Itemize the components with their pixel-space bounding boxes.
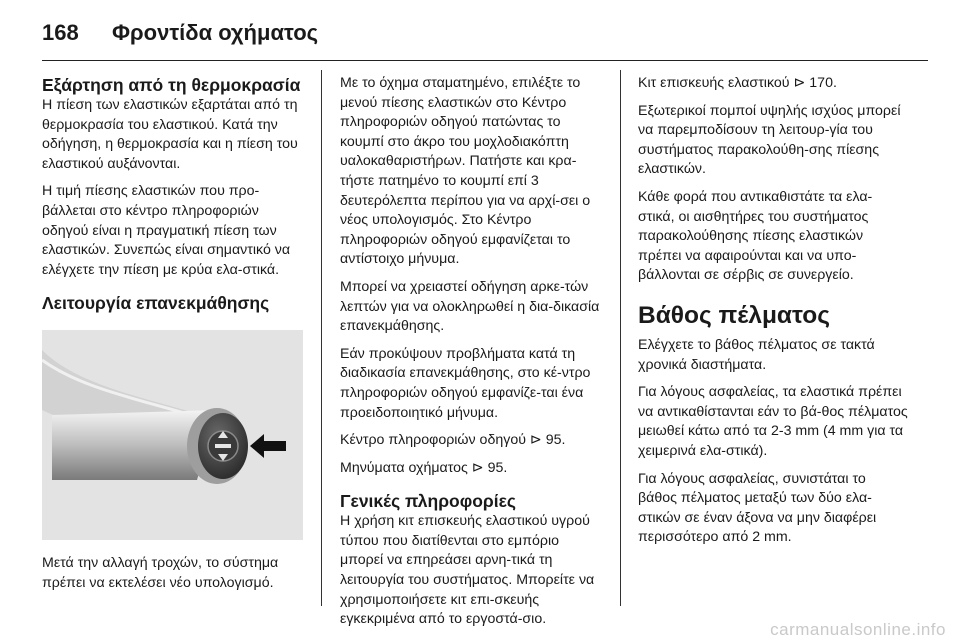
column-3	[638, 74, 908, 556]
heading-temperature-dependence: Εξάρτηση από τη θερμοκρασία	[42, 75, 301, 95]
reference-tyre-repair-kit: Κιτ επισκευής ελαστικού ⊳ 170.	[638, 75, 837, 91]
paragraph-general-information: Η χρήση κιτ επισκευής ελαστικού υγρού τύπου που διατίθενται στο εμπόριο μπορεί να επηρεάσει αρνη-τικά τη λειτουργία του συστήματος. Μπορείτε να χρησιμοποιήσετε κιτ επι-σκευής εγκεκριμένα από το εργοστά-σιο.	[340, 513, 595, 628]
reference-vehicle-messages: Μηνύματα οχήματος ⊳ 95.	[340, 459, 508, 476]
page-number: 168	[42, 20, 79, 45]
paragraph-relearn-duration: Μπορεί να χρειαστεί οδήγηση αρκε-τών λεπτών για να ολοκληρωθεί η δια-δικασία επανεκμάθησης.	[340, 278, 600, 335]
heading-general-information: Γενικές πληροφορίες	[340, 491, 517, 512]
wiper-stalk-drawing	[42, 330, 303, 540]
paragraph-relearn-1: Μετά την αλλαγή τροχών, το σύστημα πρέπει να εκτελέσει νέο υπολογισμό.	[42, 555, 279, 591]
paragraph-temperature-2: Η τιμή πίεσης ελαστικών που προ-βάλλεται στο κέντρο πληροφοριών οδηγού είναι η πραγματική πίεση των ελαστικών. Συνεπώς είναι σημαντικό να ελέγχετε την πίεση με κρύα ελα-στικά.	[42, 183, 291, 278]
column-divider-2	[620, 70, 621, 606]
paragraph-relearn-procedure: Με το όχημα σταματημένο, επιλέξτε το μενού πίεσης ελαστικών στο Κέντρο πληροφοριών οδηγού πατώντας το κουμπί στο άκρο του μοχλοδιακόπτη υαλοκαθαριστήρων. Πατήστε και κρα-τήστε πατημένο το κουμπί επί 3 δευτερόλεπτα περίπου για να αρχί-σει ο νέος υπολογισμός. Στο Κέντρο πληροφοριών οδηγού εμφανίζεται το αντίστοιχο μήνυμα.	[340, 75, 591, 268]
watermark: carmanualsonline.info	[770, 620, 946, 639]
paragraph-external-transmitters: Εξωτερικοί πομποί υψηλής ισχύος μπορεί να παρεμποδίσουν τη λειτουρ-γία του συστήματος παρακολούθη-σης πίεσης ελαστικών.	[638, 102, 901, 178]
page-footer	[0, 618, 960, 642]
paragraph-tread-difference: Για λόγους ασφαλείας, συνιστάται το βάθος πέλματος μεταξύ των δύο ελα-στικών σε έναν άξονα να μην διαφέρει περισσότερο από 2 mm.	[638, 470, 877, 546]
page-title: Φροντίδα οχήματος	[112, 20, 319, 45]
column-2	[340, 74, 606, 638]
wiper-stalk-illustration	[42, 330, 303, 540]
paragraph-tread-check: Ελέγχετε το βάθος πέλματος σε τακτά χρονικά διαστήματα.	[638, 336, 875, 373]
heading-tread-depth: Βάθος πέλματος	[638, 301, 830, 329]
stalk-button-icon	[208, 431, 238, 461]
paragraph-temperature-1: Η πίεση των ελαστικών εξαρτάται από τη θερμοκρασία του ελαστικού. Κατά την οδήγηση, η θερμοκρασία και η πίεση του ελαστικού αυξάνονται.	[42, 97, 298, 172]
page-header	[42, 14, 928, 61]
heading-relearn-function: Λειτουργία επανεκμάθησης	[42, 293, 270, 314]
paragraph-relearn-problems: Εάν προκύψουν προβλήματα κατά τη διαδικασία επανεκμάθησης, στο κέ-ντρο πληροφοριών οδηγού εμφανίζε-ται ένα προειδοποιητικό μήνυμα.	[340, 345, 591, 421]
arrow-icon	[250, 434, 286, 458]
paragraph-sensor-service: Κάθε φορά που αντικαθιστάτε τα ελα-στικά, οι αισθητήρες του συστήματος παρακολούθησης πίεσης ελαστικών πρέπει να αφαιρούνται και να υπο-βάλλονται σε σέρβις σε συνεργείο.	[638, 188, 873, 284]
column-1	[42, 74, 306, 602]
column-divider-1	[321, 70, 322, 606]
paragraph-tread-minimum: Για λόγους ασφαλείας, τα ελαστικά πρέπει να αντικαθίστανται εάν το βά-θος πέλματος μειωθεί κάτω από τα 2-3 mm (4 mm για τα χειμερινά ελα-στικά).	[638, 384, 908, 459]
reference-driver-info-center: Κέντρο πληροφοριών οδηγού ⊳ 95.	[340, 432, 566, 449]
